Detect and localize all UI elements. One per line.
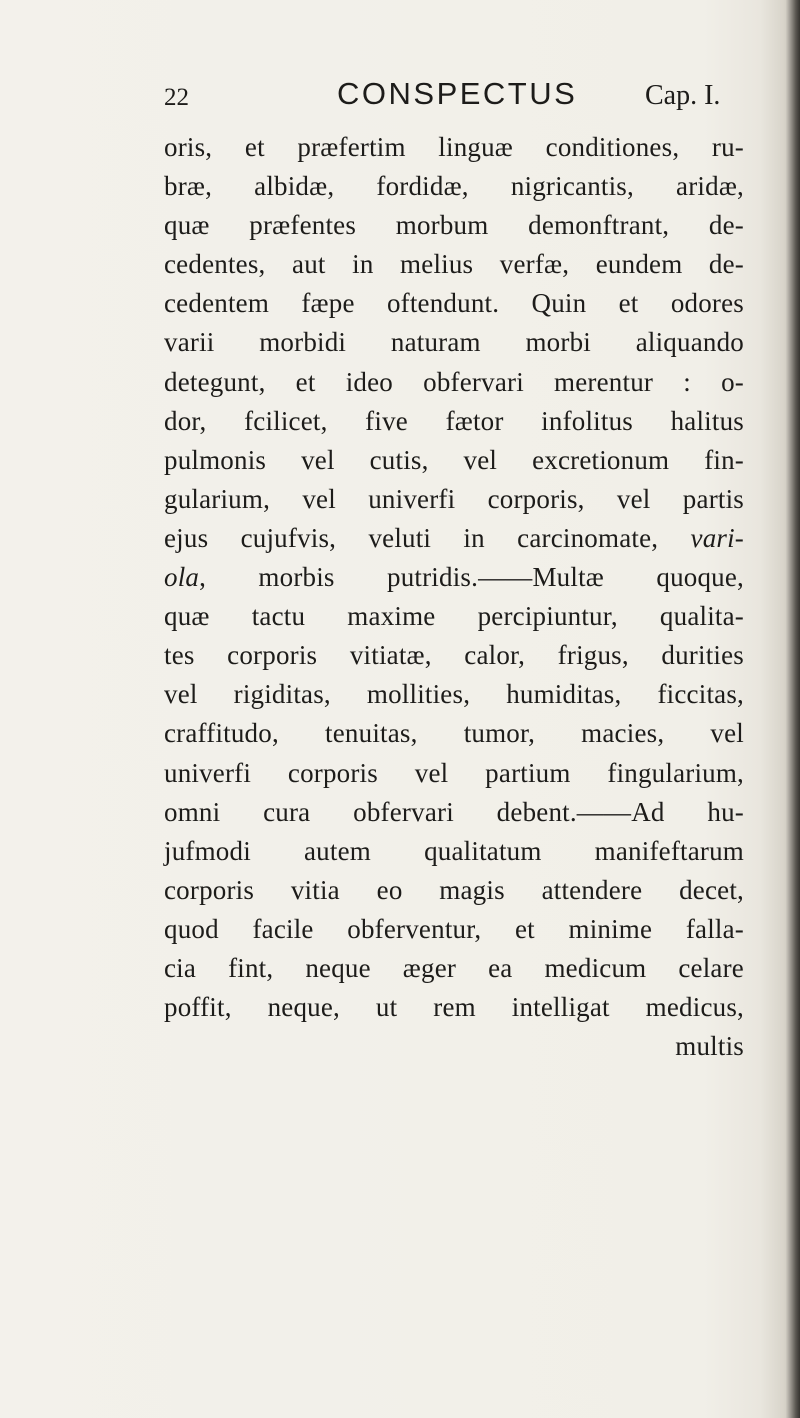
text-line: quæ præfentes morbum demonftrant, de- [164, 210, 744, 241]
text-line: cedentes, aut in melius verfæ, eundem de- [164, 249, 744, 280]
text-line: quod facile obferventur, et minime falla- [164, 913, 744, 944]
italic-segment: vari- [690, 522, 744, 553]
text-line: cia fint, neque æger ea medicum celare [164, 952, 744, 983]
italic-segment: ola [164, 562, 200, 593]
text-line: corporis vitia eo magis attendere decet, [164, 874, 744, 905]
text-line: dor, fcilicet, five fætor infolitus halitus [164, 405, 744, 436]
text-line: oris, et præfertim linguæ conditiones, ru- [164, 132, 744, 162]
text-line: jufmodi autem qualitatum manifeftarum [164, 835, 744, 866]
text-line: tes corporis vitiatæ, calor, frigus, durities [164, 640, 744, 671]
running-header [0, 72, 800, 118]
text-line: varii morbidi naturam morbi aliquando [164, 327, 744, 358]
text-line: pulmonis vel cutis, vel excretionum fin- [164, 444, 744, 475]
text-segment: ejus cujufvis, veluti in carcinomate, [164, 522, 691, 553]
text-line-mixed [164, 558, 744, 597]
text-line-mixed [164, 519, 744, 558]
catchword: multis [675, 1031, 744, 1062]
chapter-reference: Cap. I. [645, 80, 721, 111]
text-line: cedentem fæpe oftendunt. Quin et odores [164, 288, 744, 319]
body-text [164, 128, 744, 1066]
text-line: univerfi corporis vel partium fingularium, [164, 757, 744, 788]
text-line: omni cura obfervari debent.——Ad hu- [164, 796, 744, 827]
text-line: poffit, neque, ut rem intelligat medicus, [164, 992, 744, 1023]
page-edge-shadow [786, 0, 800, 1418]
text-line: gularium, vel univerfi corporis, vel partis [164, 483, 744, 514]
text-segment: , morbis putridis.——Multæ quoque, [199, 562, 744, 593]
text-line: detegunt, et ideo obfervari merentur : o- [164, 366, 744, 397]
page-number: 22 [164, 84, 189, 111]
running-title: CONSPECTUS [337, 76, 578, 111]
text-line: craffitudo, tenuitas, tumor, macies, vel [164, 718, 744, 749]
text-line: vel rigiditas, mollities, humiditas, ficcitas, [164, 679, 744, 710]
text-line: quæ tactu maxime percipiuntur, qualita- [164, 601, 744, 632]
text-line: bræ, albidæ, fordidæ, nigricantis, aridæ, [164, 171, 744, 202]
